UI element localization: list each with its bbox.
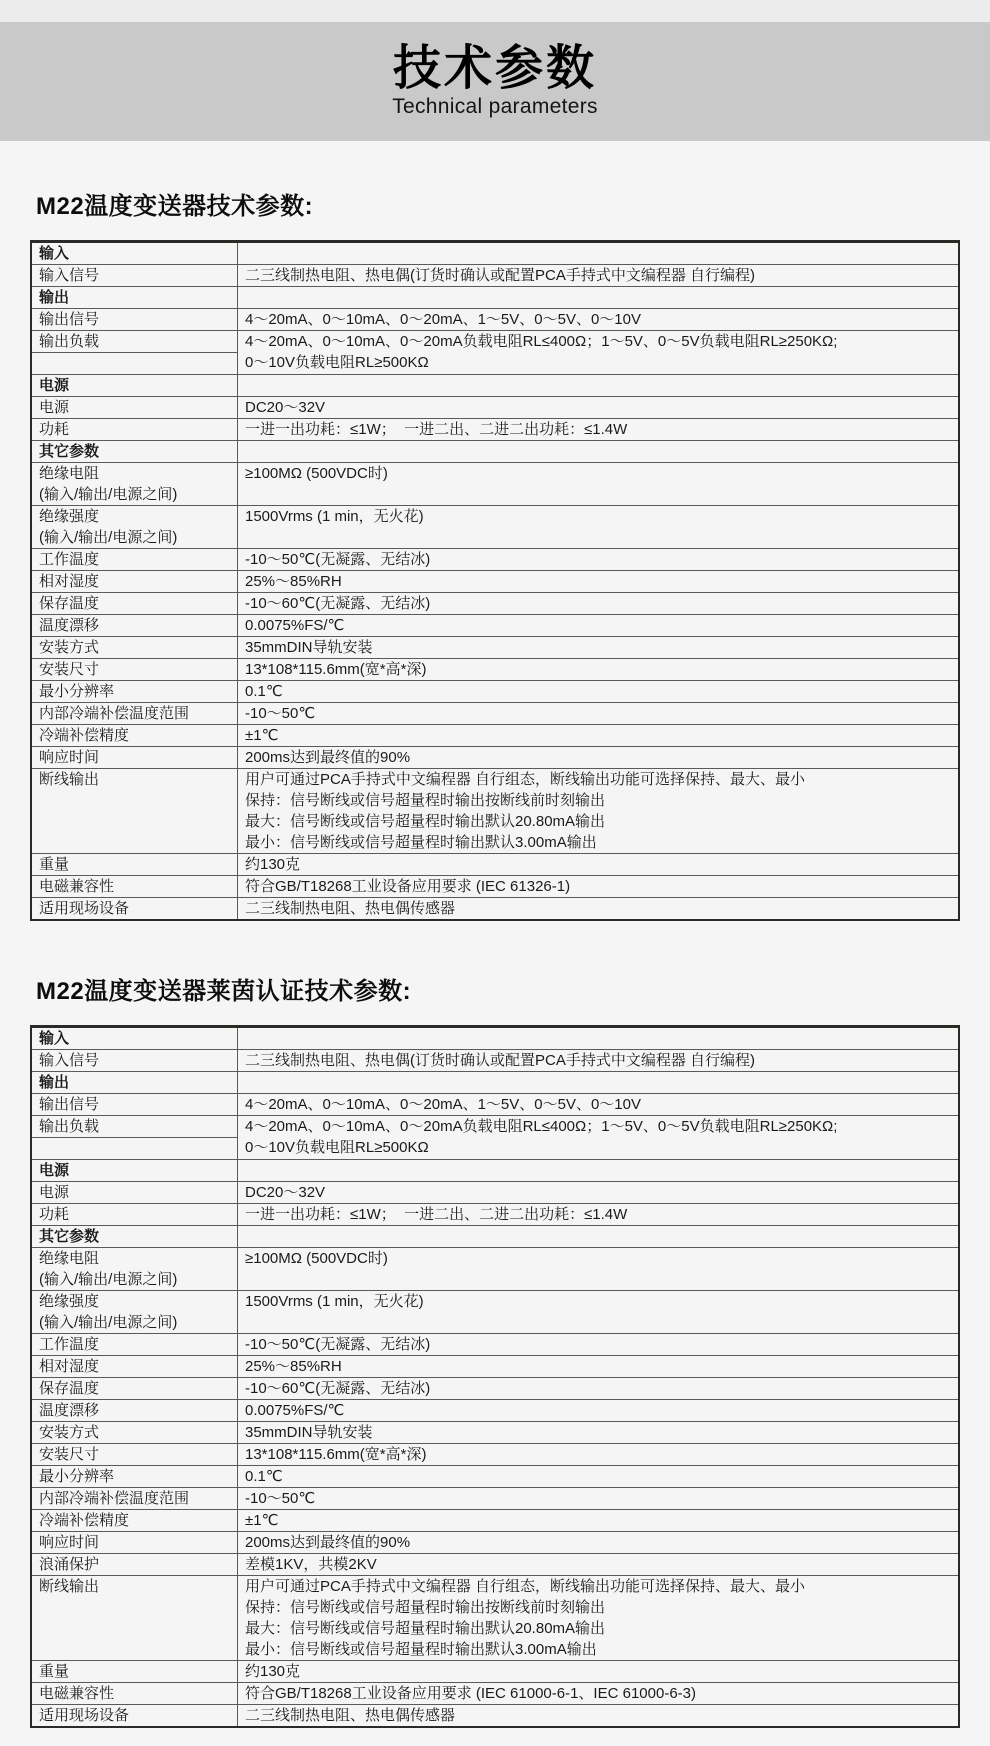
table-row xyxy=(31,287,959,309)
table-row xyxy=(31,1705,959,1728)
table-row xyxy=(31,898,959,921)
param-value: ≥100MΩ (500VDC时) xyxy=(238,463,960,506)
param-value: 符合GB/T18268工业设备应用要求 (IEC 61000-6-1、IEC 61000-6-3) xyxy=(238,1683,960,1705)
param-value: 二三线制热电阻、热电偶(订货时确认或配置PCA手持式中文编程器 自行编程) xyxy=(238,1050,960,1072)
table-row xyxy=(31,331,959,353)
content xyxy=(0,186,990,1746)
param-label: 冷端补偿精度 xyxy=(31,725,238,747)
param-value: 符合GB/T18268工业设备应用要求 (IEC 61326-1) xyxy=(238,876,960,898)
param-label: 工作温度 xyxy=(31,1334,238,1356)
table-row xyxy=(31,637,959,659)
param-label: 断线输出 xyxy=(31,769,238,854)
param-value-empty xyxy=(238,1226,960,1248)
section-label: 输入 xyxy=(31,1027,238,1050)
section-label: 输出 xyxy=(31,1072,238,1094)
param-label: 冷端补偿精度 xyxy=(31,1510,238,1532)
table-row xyxy=(31,506,959,549)
param-value: 用户可通过PCA手持式中文编程器 自行组态，断线输出功能可选择保持、最大、最小 保持：信号断线或信号超量程时输出按断线前时刻输出 最大：信号断线或信号超量程时输出默认20.80mA输出 最小：信号断线或信号超量程时输出默认3.00mA输出 xyxy=(238,769,960,854)
param-label: 最小分辨率 xyxy=(31,1466,238,1488)
param-value: -10～60℃(无凝露、无结冰) xyxy=(238,593,960,615)
param-label: 保存温度 xyxy=(31,593,238,615)
param-value: 约130克 xyxy=(238,1661,960,1683)
param-value: 一进一出功耗：≤1W； 一进二出、二进二出功耗：≤1.4W xyxy=(238,1204,960,1226)
param-label: 温度漂移 xyxy=(31,1400,238,1422)
param-value: 13*108*115.6mm(宽*高*深) xyxy=(238,659,960,681)
table-row xyxy=(31,1072,959,1094)
param-label-empty xyxy=(31,353,238,375)
param-label: 相对湿度 xyxy=(31,1356,238,1378)
table-row xyxy=(31,441,959,463)
param-value: 25%～85%RH xyxy=(238,571,960,593)
table-row xyxy=(31,1510,959,1532)
table-row xyxy=(31,1291,959,1334)
param-value: 4～20mA、0～10mA、0～20mA、1～5V、0～5V、0～10V xyxy=(238,1094,960,1116)
param-value: 二三线制热电阻、热电偶传感器 xyxy=(238,898,960,921)
table-row xyxy=(31,854,959,876)
param-label: 输出负载 xyxy=(31,331,238,353)
param-label-empty xyxy=(31,1138,238,1160)
param-label: 电磁兼容性 xyxy=(31,1683,238,1705)
param-value: 13*108*115.6mm(宽*高*深) xyxy=(238,1444,960,1466)
table-row xyxy=(31,571,959,593)
spec-table-container xyxy=(30,1025,960,1728)
param-value: 0.1℃ xyxy=(238,1466,960,1488)
param-value: ±1℃ xyxy=(238,725,960,747)
param-value-empty xyxy=(238,375,960,397)
param-value: DC20～32V xyxy=(238,397,960,419)
param-value-empty xyxy=(238,287,960,309)
table-row xyxy=(31,375,959,397)
param-label: 安装方式 xyxy=(31,637,238,659)
table-row xyxy=(31,1160,959,1182)
header-banner xyxy=(0,22,990,141)
spec-table xyxy=(30,1025,960,1728)
param-label: 安装尺寸 xyxy=(31,1444,238,1466)
table-row xyxy=(31,1094,959,1116)
param-value: 一进一出功耗：≤1W； 一进二出、二进二出功耗：≤1.4W xyxy=(238,419,960,441)
table-row xyxy=(31,769,959,854)
table-row xyxy=(31,615,959,637)
table-row xyxy=(31,1050,959,1072)
param-value: -10～50℃(无凝露、无结冰) xyxy=(238,1334,960,1356)
param-label: 电磁兼容性 xyxy=(31,876,238,898)
param-value: 用户可通过PCA手持式中文编程器 自行组态，断线输出功能可选择保持、最大、最小 保持：信号断线或信号超量程时输出按断线前时刻输出 最大：信号断线或信号超量程时输出默认20.80mA输出 最小：信号断线或信号超量程时输出默认3.00mA输出 xyxy=(238,1576,960,1661)
table-row xyxy=(31,1400,959,1422)
param-label: 适用现场设备 xyxy=(31,1705,238,1728)
table-row xyxy=(31,1182,959,1204)
table-row xyxy=(31,1444,959,1466)
table-row xyxy=(31,1248,959,1291)
table-row xyxy=(31,1226,959,1248)
param-value: 约130克 xyxy=(238,854,960,876)
param-value: 1500Vrms (1 min，无火花) xyxy=(238,506,960,549)
table-row xyxy=(31,1422,959,1444)
table-row xyxy=(31,681,959,703)
param-label: 电源 xyxy=(31,397,238,419)
param-value: 4～20mA、0～10mA、0～20mA负载电阻RL≤400Ω；1～5V、0～5V负载电阻RL≥250KΩ; 0～10V负载电阻RL≥500KΩ xyxy=(238,331,960,375)
section-label: 输入 xyxy=(31,242,238,265)
param-value: 0.1℃ xyxy=(238,681,960,703)
table-row xyxy=(31,1334,959,1356)
param-value: -10～50℃ xyxy=(238,703,960,725)
param-label: 最小分辨率 xyxy=(31,681,238,703)
table-row xyxy=(31,1661,959,1683)
param-label: 输出信号 xyxy=(31,309,238,331)
table-row xyxy=(31,1204,959,1226)
param-value: 4～20mA、0～10mA、0～20mA、1～5V、0～5V、0～10V xyxy=(238,309,960,331)
section-label: 其它参数 xyxy=(31,1226,238,1248)
param-value-empty xyxy=(238,242,960,265)
table-row xyxy=(31,1027,959,1050)
param-label: 输入信号 xyxy=(31,1050,238,1072)
param-value: 4～20mA、0～10mA、0～20mA负载电阻RL≤400Ω；1～5V、0～5V负载电阻RL≥250KΩ; 0～10V负载电阻RL≥500KΩ xyxy=(238,1116,960,1160)
table-row xyxy=(31,1356,959,1378)
spec-table-container xyxy=(30,240,960,921)
param-value: 200ms达到最终值的90% xyxy=(238,747,960,769)
param-label: 功耗 xyxy=(31,419,238,441)
param-label: 断线输出 xyxy=(31,1576,238,1661)
table-row xyxy=(31,309,959,331)
param-label: 绝缘电阻 (输入/输出/电源之间) xyxy=(31,1248,238,1291)
param-label: 安装尺寸 xyxy=(31,659,238,681)
param-label: 内部冷端补偿温度范围 xyxy=(31,703,238,725)
table-row xyxy=(31,463,959,506)
section-heading: M22温度变送器莱茵认证技术参数: xyxy=(36,978,412,1005)
param-label: 功耗 xyxy=(31,1204,238,1226)
table-row xyxy=(31,703,959,725)
param-label: 温度漂移 xyxy=(31,615,238,637)
spec-table xyxy=(30,240,960,921)
table-row xyxy=(31,242,959,265)
table-row xyxy=(31,1683,959,1705)
table-row xyxy=(31,593,959,615)
param-label: 浪涌保护 xyxy=(31,1554,238,1576)
param-value: 0.0075%FS/℃ xyxy=(238,615,960,637)
param-value: 二三线制热电阻、热电偶(订货时确认或配置PCA手持式中文编程器 自行编程) xyxy=(238,265,960,287)
param-value: ≥100MΩ (500VDC时) xyxy=(238,1248,960,1291)
param-label: 重量 xyxy=(31,1661,238,1683)
param-label: 电源 xyxy=(31,1182,238,1204)
section-label: 电源 xyxy=(31,375,238,397)
table-row xyxy=(31,659,959,681)
param-label: 输出信号 xyxy=(31,1094,238,1116)
section-label: 其它参数 xyxy=(31,441,238,463)
param-label: 绝缘强度 (输入/输出/电源之间) xyxy=(31,1291,238,1334)
page-title: 技术参数 xyxy=(392,41,597,95)
param-value-empty xyxy=(238,1072,960,1094)
top-strip xyxy=(0,0,990,22)
param-label: 适用现场设备 xyxy=(31,898,238,921)
table-row xyxy=(31,1554,959,1576)
table-row xyxy=(31,1488,959,1510)
section-label: 输出 xyxy=(31,287,238,309)
page-subtitle: Technical parameters xyxy=(392,95,598,119)
section-heading: M22温度变送器技术参数: xyxy=(36,193,314,220)
param-label: 保存温度 xyxy=(31,1378,238,1400)
param-value-empty xyxy=(238,1160,960,1182)
param-label: 响应时间 xyxy=(31,747,238,769)
table-row xyxy=(31,397,959,419)
param-value: 二三线制热电阻、热电偶传感器 xyxy=(238,1705,960,1728)
param-value: 35mmDIN导轨安装 xyxy=(238,637,960,659)
table-row xyxy=(31,747,959,769)
table-row xyxy=(31,419,959,441)
param-label: 响应时间 xyxy=(31,1532,238,1554)
param-label: 重量 xyxy=(31,854,238,876)
param-label: 输出负载 xyxy=(31,1116,238,1138)
table-row xyxy=(31,1576,959,1661)
param-value: 35mmDIN导轨安装 xyxy=(238,1422,960,1444)
param-value-empty xyxy=(238,441,960,463)
param-value: DC20～32V xyxy=(238,1182,960,1204)
param-value: ±1℃ xyxy=(238,1510,960,1532)
param-label: 工作温度 xyxy=(31,549,238,571)
table-row xyxy=(31,1532,959,1554)
param-value: 差模1KV，共模2KV xyxy=(238,1554,960,1576)
spec-section-standard xyxy=(30,186,960,921)
param-value: 25%～85%RH xyxy=(238,1356,960,1378)
section-label: 电源 xyxy=(31,1160,238,1182)
param-label: 内部冷端补偿温度范围 xyxy=(31,1488,238,1510)
table-row xyxy=(31,876,959,898)
param-value: 200ms达到最终值的90% xyxy=(238,1532,960,1554)
param-label: 安装方式 xyxy=(31,1422,238,1444)
param-value-empty xyxy=(238,1027,960,1050)
table-row xyxy=(31,1116,959,1138)
table-row xyxy=(31,1378,959,1400)
table-row xyxy=(31,725,959,747)
table-row xyxy=(31,1466,959,1488)
param-value: 1500Vrms (1 min，无火花) xyxy=(238,1291,960,1334)
spec-section-rheinland xyxy=(30,971,960,1728)
param-label: 输入信号 xyxy=(31,265,238,287)
param-label: 绝缘强度 (输入/输出/电源之间) xyxy=(31,506,238,549)
param-label: 绝缘电阻 (输入/输出/电源之间) xyxy=(31,463,238,506)
table-row xyxy=(31,265,959,287)
param-value: -10～50℃ xyxy=(238,1488,960,1510)
table-row xyxy=(31,549,959,571)
param-label: 相对湿度 xyxy=(31,571,238,593)
param-value: -10～60℃(无凝露、无结冰) xyxy=(238,1378,960,1400)
param-value: -10～50℃(无凝露、无结冰) xyxy=(238,549,960,571)
param-value: 0.0075%FS/℃ xyxy=(238,1400,960,1422)
